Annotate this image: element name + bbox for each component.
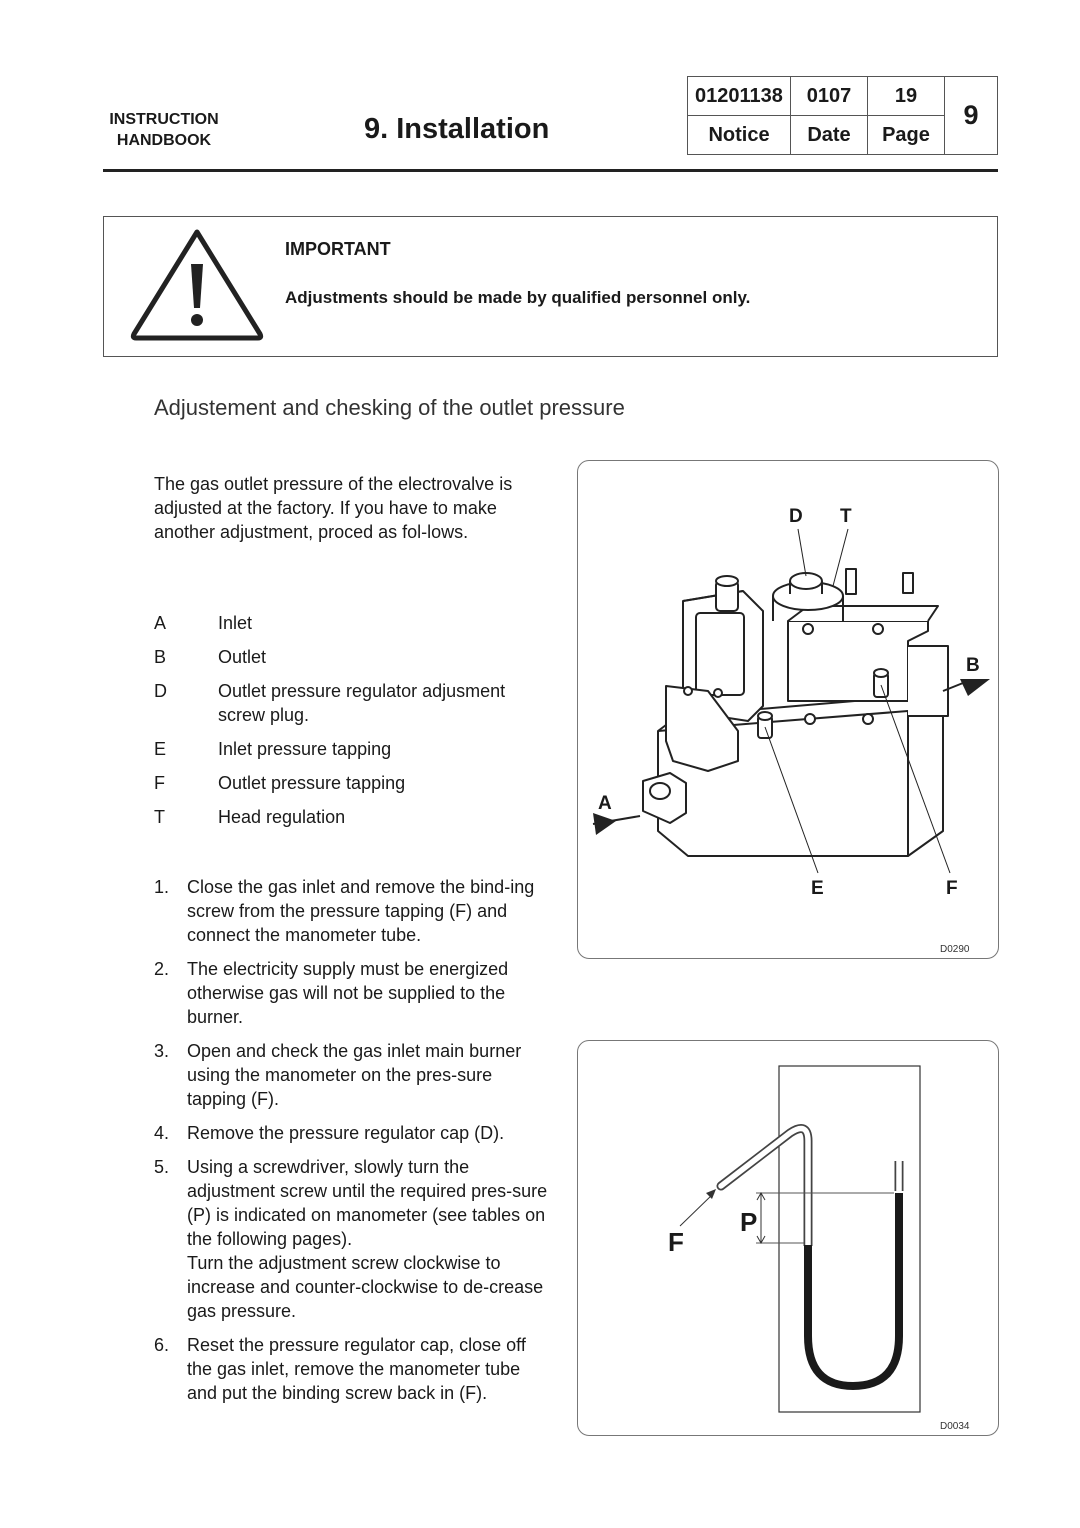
date-value: 0107 [791, 77, 868, 116]
step-number: 3. [154, 1041, 170, 1061]
label-f: F [668, 1227, 684, 1257]
step-item [154, 1039, 554, 1111]
warning-title: IMPORTANT [285, 239, 391, 259]
label-a: A [598, 793, 612, 814]
gas-valve-drawing [578, 461, 998, 958]
legend-text: Outlet [218, 647, 267, 667]
step-text: Open and check the gas inlet main burner using the manometer on the pres-sure tapping (F). [187, 1041, 522, 1109]
notice-label: Notice [688, 116, 791, 155]
manometer-drawing [578, 1041, 998, 1435]
legend-text: Inlet pressure tapping [218, 739, 392, 759]
step-text: Close the gas inlet and remove the bind-ing screw from the pressure tapping (F) and connect the manometer tube. [187, 877, 535, 945]
step-number: 1. [154, 877, 170, 897]
gas-valve-figure [577, 460, 999, 959]
step-number: 6. [154, 1335, 170, 1355]
label-p: P [740, 1207, 758, 1237]
step-text: Using a screwdriver, slowly turn the adjustment screw until the required pres-sure (P) is indicated on manometer (see tables on the following pages). [187, 1157, 548, 1249]
step-item [154, 1121, 554, 1145]
handbook-line-2: HANDBOOK [116, 132, 212, 149]
step-text: Reset the pressure regulator cap, close off the gas inlet, remove the manometer tube and put the binding screw back in (F). [187, 1335, 526, 1403]
legend-item [154, 805, 554, 829]
step-item [154, 875, 554, 947]
label-b: B [966, 655, 980, 676]
step-item [154, 1333, 554, 1405]
page-value: 19 [868, 77, 945, 116]
legend-key: E [154, 739, 167, 759]
figure-code: D0034 [940, 1421, 970, 1432]
step-text-group [187, 1155, 552, 1323]
date-label: Date [791, 116, 868, 155]
step-item [154, 1155, 554, 1323]
figure-code: D0290 [940, 944, 970, 955]
label-f: F [946, 878, 958, 899]
legend-key: D [154, 681, 167, 701]
legend-item [154, 737, 554, 761]
label-t: T [840, 506, 852, 527]
step-number: 2. [154, 959, 170, 979]
section-number: 9 [945, 77, 998, 155]
legend-key: F [154, 773, 165, 793]
notice-value: 01201138 [688, 77, 791, 116]
legend-item [154, 771, 554, 795]
step-text: The electricity supply must be energized otherwise gas will not be supplied to the burner. [187, 959, 509, 1027]
section-heading: Adjustement and chesking of the outlet pressure [154, 395, 625, 420]
procedure-steps [154, 875, 554, 1415]
legend-text: Inlet [218, 613, 253, 633]
step-item [154, 957, 554, 1029]
legend-key: T [154, 807, 165, 827]
legend-item [154, 645, 554, 669]
handbook-label [100, 109, 228, 151]
step-number: 4. [154, 1123, 170, 1143]
intro-paragraph: The gas outlet pressure of the electrovalve is adjusted at the factory. If you have to make another adjustment, proced as fol-lows. [154, 474, 513, 542]
label-d: D [789, 506, 803, 527]
legend-key: A [154, 613, 167, 633]
step-text: Remove the pressure regulator cap (D). [187, 1123, 505, 1143]
page-title: 9. Installation [364, 113, 550, 145]
document-info-table [687, 76, 998, 155]
page-label: Page [868, 116, 945, 155]
step-number: 5. [154, 1157, 170, 1177]
legend-key: B [154, 647, 167, 667]
legend-item [154, 679, 554, 727]
warning-text: Adjustments should be made by qualified personnel only. [285, 288, 751, 307]
manometer-figure [577, 1040, 999, 1436]
legend-text: Head regulation [218, 807, 346, 827]
step-text-continued: Turn the adjustment screw clockwise to increase and counter-clockwise to de-crease gas pressure. [187, 1253, 544, 1321]
handbook-line-1: INSTRUCTION [109, 111, 219, 128]
legend-text: Outlet pressure regulator adjusment screw plug. [218, 681, 506, 725]
label-e: E [811, 878, 824, 899]
header-rule [103, 169, 998, 172]
legend-text: Outlet pressure tapping [218, 773, 406, 793]
warning-triangle-icon [128, 226, 266, 342]
legend-list [154, 611, 554, 839]
legend-item [154, 611, 554, 635]
